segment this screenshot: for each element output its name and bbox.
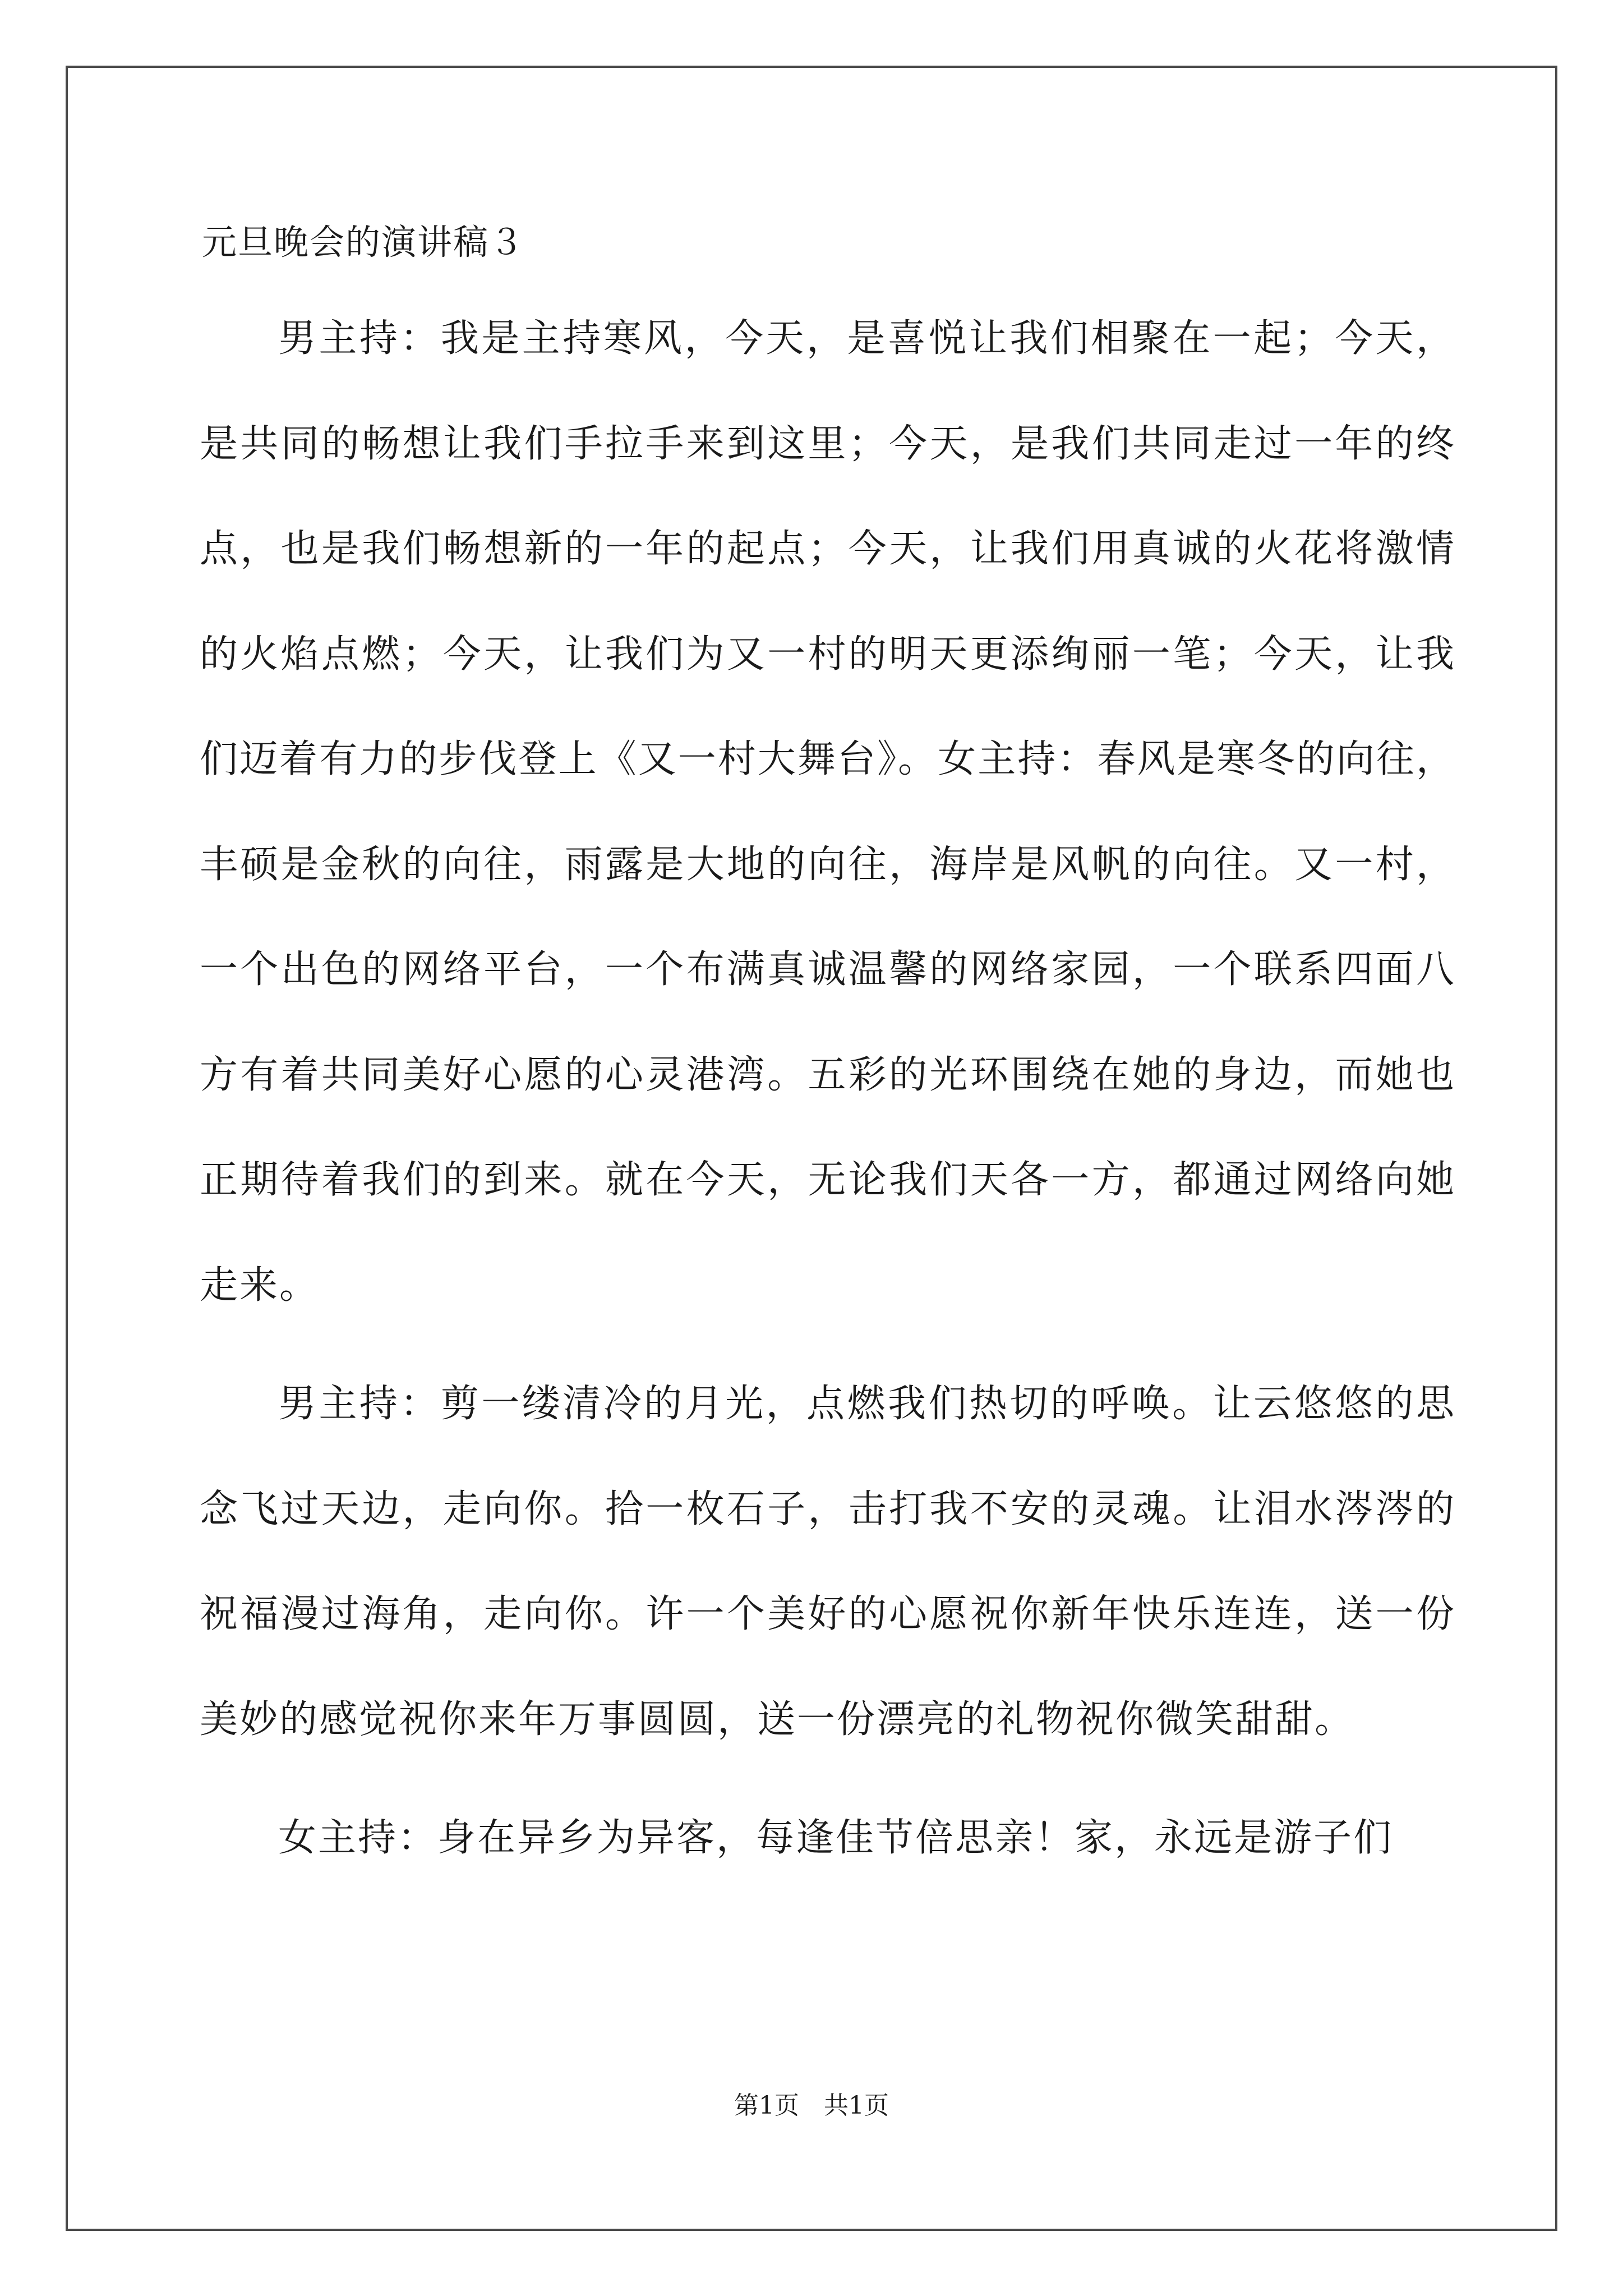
paragraph-1: 男主持：我是主持寒风，今天，是喜悦让我们相聚在一起；今天，是共同的畅想让我们手拉手来到这里；今天，是我们共同走过一年的终点，也是我们畅想新的一年的起点；今天，让我们用真诚的火花将激情的火焰点燃；今天，让我们为又一村的明天更添绚丽一笔；今天，让我们迈着有力的步伐登上《又一村大舞台》。女主持：春风是寒冬的向往，丰硕是金秋的向往，雨露是大地的向往，海岸是风帆的向往。又一村，一个出色的网络平台，一个布满真诚温馨的网络家园，一个联系四面八方有着共同美好心愿的心灵港湾。五彩的光环围绕在她的身边，而她也正期待着我们的到来。就在今天，无论我们天各一方，都通过网络向她走来。 [200,316,1456,1308]
page-number: 第1页 [734,2091,799,2120]
paragraph-3: 女主持：身在异乡为异客，每逢佳节倍思亲！家，永远是游子们 [278,1816,1394,1860]
paragraph-2: 男主持：剪一缕清冷的月光，点燃我们热切的呼唤。让云悠悠的思念飞过天边，走向你。拾一枚石子，击打我不安的灵魂。让泪水涔涔的祝福漫过海角，走向你。许一个美好的心愿祝你新年快乐连连，送一份美妙的感觉祝你来年万事圆圆，送一份漂亮的礼物祝你微笑甜甜。 [200,1382,1456,1742]
page-total: 共1页 [824,2091,889,2120]
document-title: 元旦晚会的演讲稿３ [202,222,525,263]
page-footer [0,2089,1623,2123]
document-body [200,286,1456,1904]
